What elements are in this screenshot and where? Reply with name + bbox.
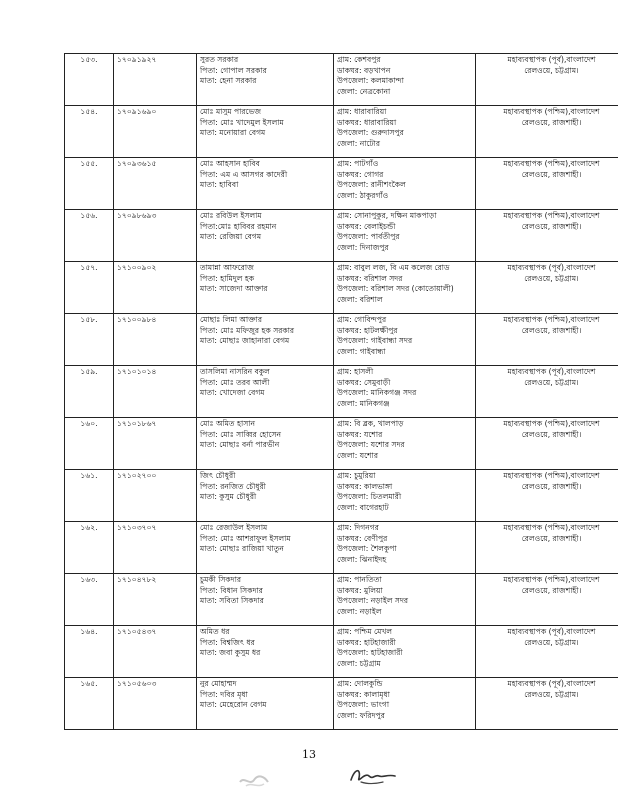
name-cell: [197, 158, 334, 210]
address-line: উপজেলা: শৈলকুপা: [337, 544, 397, 554]
address-line: উপজেলা: পার্বতীপুর: [337, 232, 400, 242]
registration-cell: ১৭০৯১৯২৭: [114, 54, 197, 106]
name-cell: [197, 366, 334, 418]
registration-cell: ১৭০৯৮৬৯৩: [114, 210, 197, 262]
address-line: উপজেলা: যশোর সদর: [337, 440, 405, 450]
address-cell: [334, 314, 476, 366]
address-line: উপজেলা: চিতলমারী: [337, 492, 402, 502]
address-line: জেলা: ফরিদপুর: [337, 710, 385, 720]
name-line: মোঃ রেজাউল ইসলাম: [200, 523, 268, 532]
address-line: জেলা: দিনাজপুর: [337, 242, 389, 252]
posting-cell: [476, 574, 618, 626]
address-line: ডাকঘর: সেমুবাড়ী: [337, 377, 391, 387]
table-row: [65, 106, 618, 158]
posting-line: মহাব্যবস্থাপক (পূর্ব),বাংলাদেশ: [507, 627, 596, 636]
posting-cell: [476, 678, 618, 730]
name-line: পিতা:মোঃ হাবিবর রহমান: [200, 221, 277, 231]
records-table: [64, 53, 618, 730]
posting-line: রেলওয়ে, চট্টগ্রাম।: [524, 273, 579, 283]
name-line: জিৎ চৌধুরী: [200, 471, 236, 480]
posting-line: মহাব্যবস্থাপক (পশ্চিম),বাংলাদেশ: [503, 107, 600, 116]
address-line: গ্রাম: গোবিন্দপুর: [337, 315, 387, 324]
name-line: পিতা: মোঃ খাদেমুল ইসলাম: [200, 117, 284, 127]
name-line: পিতা: গোপাল সরকার: [200, 65, 267, 75]
address-line: ডাকঘর: কালামৃধা: [337, 689, 390, 699]
address-cell: [334, 54, 476, 106]
posting-cell: [476, 366, 618, 418]
address-line: ডাকঘর: গোগর: [337, 169, 384, 179]
name-line: পিতা: বিধান সিকদার: [200, 585, 263, 595]
name-line: পিতা: মোঃ আশরাফুল ইসলাম: [200, 533, 291, 543]
name-line: পিতা: বিশ্বজিৎ ধর: [200, 637, 255, 647]
serial-cell: ১৫৮.: [65, 314, 114, 366]
address-line: জেলা: নাটোর: [337, 138, 381, 148]
posting-cell: [476, 418, 618, 470]
registration-cell: ১৭০৯১৬৯০: [114, 106, 197, 158]
address-line: জেলা: যশোর: [337, 450, 379, 460]
name-cell: [197, 210, 334, 262]
registration-cell: ১৭১০৫৪৩৭: [114, 626, 197, 678]
serial-cell: ১৫৭.: [65, 262, 114, 314]
posting-line: মহাব্যবস্থাপক (পূর্ব),বাংলাদেশ: [507, 679, 596, 688]
name-line: মাতা: মেহেরোন বেগম: [200, 700, 267, 710]
name-line: মাতা: মনোয়ারা বেগম: [200, 128, 266, 138]
table-row: [65, 262, 618, 314]
address-line: উপজেলা: বরিশাল সদর (কোতোয়ালী): [337, 284, 454, 294]
name-line: মাতা: কুসুম চৌধুরী: [200, 492, 257, 502]
serial-cell: ১৫৬.: [65, 210, 114, 262]
address-line: গ্রাম: পানতিতা: [337, 575, 382, 584]
address-line: জেলা: বরিশাল: [337, 294, 383, 304]
address-line: ডাকঘর: বরিশাল সদর: [337, 273, 403, 283]
registration-cell: ১৭০৯৩৬১৫: [114, 158, 197, 210]
name-line: মাতা: হাবিবা: [200, 180, 239, 190]
name-cell: [197, 314, 334, 366]
posting-cell: [476, 626, 618, 678]
name-line: পিতা: দবির মৃধা: [200, 689, 248, 699]
address-line: ডাকঘর: হাটলক্ষীপুর: [337, 325, 398, 335]
address-line: গ্রাম: পশ্চিম মেখল: [337, 627, 393, 636]
name-line: মাতা: মোছাঃ রাজিয়া খাতুন: [200, 544, 284, 554]
posting-cell: [476, 158, 618, 210]
posting-cell: [476, 522, 618, 574]
page-number: 13: [302, 748, 316, 761]
address-cell: [334, 678, 476, 730]
address-line: গ্রাম: বি ব্লক, খালপাড়: [337, 419, 404, 428]
name-line: পিতা: মোঃ তরব আলী: [200, 377, 270, 387]
address-line: উপজেলা: গাইবান্ধা সদর: [337, 336, 413, 346]
address-line: উপজেলা: কলমাকান্দা: [337, 76, 404, 86]
registration-cell: ১৭১০২৭০০: [114, 470, 197, 522]
posting-cell: [476, 106, 618, 158]
address-line: জেলা: নেত্রকোনা: [337, 86, 391, 96]
posting-line: রেলওয়ে, চট্টগ্রাম।: [524, 689, 579, 699]
posting-line: মহাব্যবস্থাপক (পশ্চিম),বাংলাদেশ: [503, 523, 600, 532]
address-cell: [334, 262, 476, 314]
name-line: মাতা: সাজেদা আক্তার: [200, 284, 268, 294]
posting-line: মহাব্যবস্থাপক (পূর্ব),বাংলাদেশ: [507, 367, 596, 376]
name-line: নুর মোহাম্মদ: [200, 679, 237, 688]
registration-cell: ১৭১০০৯৮৪: [114, 314, 197, 366]
posting-line: রেলওয়ে, রাজশাহী।: [521, 221, 582, 231]
table-row: [65, 210, 618, 262]
address-line: জেলা: বাগেরহাট: [337, 502, 389, 512]
table-row: [65, 470, 618, 522]
serial-cell: ১৬৫.: [65, 678, 114, 730]
address-line: গ্রাম: দোলকুন্ডি: [337, 679, 383, 688]
posting-line: মহাব্যবস্থাপক (পশ্চিম),বাংলাদেশ: [503, 419, 600, 428]
posting-line: মহাব্যবস্থাপক (পশ্চিম),বাংলাদেশ: [503, 471, 600, 480]
serial-cell: ১৬৩.: [65, 574, 114, 626]
address-line: গ্রাম: দিগনগর: [337, 523, 379, 532]
address-line: জেলা: মানিকগঞ্জ: [337, 398, 390, 408]
address-line: উপজেলা: ভাংগা: [337, 700, 390, 710]
table-row: [65, 314, 618, 366]
name-line: মাতা: সবিতা সিকদার: [200, 596, 264, 606]
address-line: ডাকঘর: বেলাইচন্ডী: [337, 221, 396, 231]
address-line: উপজেলা: নড়াইল সদর: [337, 596, 409, 606]
serial-cell: ১৬০.: [65, 418, 114, 470]
registration-cell: ১৭১০৩৭০৭: [114, 522, 197, 574]
name-line: মাতা: রেজিয়া বেগম: [200, 232, 262, 242]
name-cell: [197, 626, 334, 678]
posting-cell: [476, 262, 618, 314]
name-line: পিতা: মোঃ সাব্বির হোসেন: [200, 429, 282, 439]
table-row: [65, 678, 618, 730]
address-cell: [334, 522, 476, 574]
serial-cell: ১৫৩.: [65, 54, 114, 106]
name-cell: [197, 262, 334, 314]
registration-cell: ১৭১০০৯০২: [114, 262, 197, 314]
name-line: মোঃ অমিত হাসান: [200, 419, 255, 428]
address-line: ডাকঘর: বড়খাপন: [337, 65, 391, 75]
address-line: জেলা: ঝিনাইদহ: [337, 554, 387, 564]
posting-line: মহাব্যবস্থাপক (পশ্চিম),বাংলাদেশ: [503, 575, 600, 584]
name-line: তাসলিমা নাসরিন বকুল: [200, 367, 270, 376]
name-cell: [197, 678, 334, 730]
serial-cell: ১৬২.: [65, 522, 114, 574]
posting-cell: [476, 54, 618, 106]
posting-line: রেলওয়ে, রাজশাহী।: [521, 481, 582, 491]
posting-line: রেলওয়ে, চট্টগ্রাম।: [524, 637, 579, 647]
table-row: [65, 366, 618, 418]
serial-cell: ১৫৪.: [65, 106, 114, 158]
address-cell: [334, 470, 476, 522]
posting-line: মহাব্যবস্থাপক (পূর্ব),বাংলাদেশ: [507, 263, 596, 272]
name-line: মাতা: মোছাঃ বর্না পারভীন: [200, 440, 280, 450]
table-row: [65, 522, 618, 574]
address-line: গ্রাম: হাসলী: [337, 367, 374, 376]
address-line: গ্রাম: বাবুল লজ, বি এম কলেজ রোড: [337, 263, 450, 272]
name-cell: [197, 106, 334, 158]
table-row: [65, 626, 618, 678]
name-line: পিতা: মোঃ মফিজুর হক সরকার: [200, 325, 295, 335]
name-line: মোঃ রবিউল ইসলাম: [200, 211, 262, 220]
name-line: মাতা: মোছাঃ জাহানারা বেগম: [200, 336, 290, 346]
registration-cell: ১৭১০১৮৬৭: [114, 418, 197, 470]
table-row: [65, 574, 618, 626]
name-line: মাতা: জবা কুসুম ধর: [200, 648, 261, 658]
posting-line: রেলওয়ে, রাজশাহী।: [521, 169, 582, 179]
address-line: উপজেলা: মানিকগঞ্জ সদর: [337, 388, 417, 398]
stamp-smudge: [236, 770, 274, 790]
posting-line: রেলওয়ে, রাজশাহী।: [521, 429, 582, 439]
posting-line: রেলওয়ে, রাজশাহী।: [521, 117, 582, 127]
table-row: [65, 158, 618, 210]
table-row: [65, 418, 618, 470]
name-line: পিতা: রনজিত চৌধুরী: [200, 481, 266, 491]
registration-cell: ১৭১০৫৬০৩: [114, 678, 197, 730]
address-cell: [334, 210, 476, 262]
name-line: মাতা: খোদেজা বেগম: [200, 388, 265, 398]
name-line: মাতা: হেনা সরকার: [200, 76, 257, 86]
serial-cell: ১৬৪.: [65, 626, 114, 678]
serial-cell: ১৫৯.: [65, 366, 114, 418]
posting-cell: [476, 210, 618, 262]
address-line: উপজেলা: গুরুদাসপুর: [337, 128, 404, 138]
address-line: ডাকঘর: যশোর: [337, 429, 383, 439]
table-row: [65, 54, 618, 106]
posting-line: মহাব্যবস্থাপক (পশ্চিম),বাংলাদেশ: [503, 315, 600, 324]
records-table-body: [65, 54, 618, 730]
name-line: মোছাঃ লিমা আক্তার: [200, 315, 263, 324]
posting-line: রেলওয়ে, চট্টগ্রাম।: [524, 377, 579, 387]
name-line: মোঃ আহসান হাবিব: [200, 159, 260, 168]
address-line: জেলা: ঠাকুরগাঁও: [337, 190, 389, 200]
name-cell: [197, 522, 334, 574]
address-line: গ্রাম: সোনাপুকুর, দক্ষিন মাকপাড়া: [337, 211, 437, 220]
address-line: ডাকঘর: হাটহাজারী: [337, 637, 396, 647]
address-cell: [334, 626, 476, 678]
name-cell: [197, 470, 334, 522]
signature: [345, 764, 401, 788]
name-line: মোঃ মাসুম পারভেজ: [200, 107, 262, 116]
name-cell: [197, 418, 334, 470]
posting-line: মহাব্যবস্থাপক (পশ্চিম),বাংলাদেশ: [503, 211, 600, 220]
posting-line: রেলওয়ে, চট্টগ্রাম।: [524, 65, 579, 75]
registration-cell: ১৭১০১০১৪: [114, 366, 197, 418]
address-cell: [334, 366, 476, 418]
name-line: সুরত সরকার: [200, 55, 239, 64]
serial-cell: ১৬১.: [65, 470, 114, 522]
posting-line: রেলওয়ে, রাজশাহী।: [521, 585, 582, 595]
name-line: চুমকী সিকদার: [200, 575, 242, 584]
address-cell: [334, 418, 476, 470]
address-line: গ্রাম: পাটগাঁও: [337, 159, 379, 168]
address-line: জেলা: নড়াইল: [337, 606, 382, 616]
address-line: গ্রাম: কেশবপুর: [337, 55, 381, 64]
posting-line: মহাব্যবস্থাপক (পশ্চিম),বাংলাদেশ: [503, 159, 600, 168]
name-cell: [197, 574, 334, 626]
address-cell: [334, 106, 476, 158]
posting-cell: [476, 470, 618, 522]
name-line: তামান্না আফরোজ: [200, 263, 254, 272]
name-cell: [197, 54, 334, 106]
posting-line: রেলওয়ে, রাজশাহী।: [521, 533, 582, 543]
address-line: জেলা: চট্টগ্রাম: [337, 658, 381, 668]
address-line: উপজেলা: রানীশংকৈল: [337, 180, 406, 190]
name-line: পিতা: এম এ আসগর কাদেরী: [200, 169, 288, 179]
address-line: গ্রাম: চুমুরিয়া: [337, 471, 376, 480]
address-line: গ্রাম: ধারাবারিয়া: [337, 107, 387, 116]
address-line: উপজেলা: হাটহাজারী: [337, 648, 403, 658]
address-line: জেলা: গাইবান্ধা: [337, 346, 386, 356]
posting-cell: [476, 314, 618, 366]
address-line: ডাকঘর: মুলিয়া: [337, 585, 383, 595]
address-cell: [334, 574, 476, 626]
address-line: ডাকঘর: বেণীপুর: [337, 533, 388, 543]
registration-cell: ১৭১০৪৭৮২: [114, 574, 197, 626]
address-line: ডাকঘর: কালভাঙ্গা: [337, 481, 393, 491]
name-line: পিতা: হামিদুল হক: [200, 273, 255, 283]
posting-line: রেলওয়ে, রাজশাহী।: [521, 325, 582, 335]
name-line: অমিত ধর: [200, 627, 230, 636]
posting-line: মহাব্যবস্থাপক (পূর্ব),বাংলাদেশ: [507, 55, 596, 64]
address-line: ডাকঘর: ধারাবারিয়া: [337, 117, 397, 127]
address-cell: [334, 158, 476, 210]
serial-cell: ১৫৫.: [65, 158, 114, 210]
